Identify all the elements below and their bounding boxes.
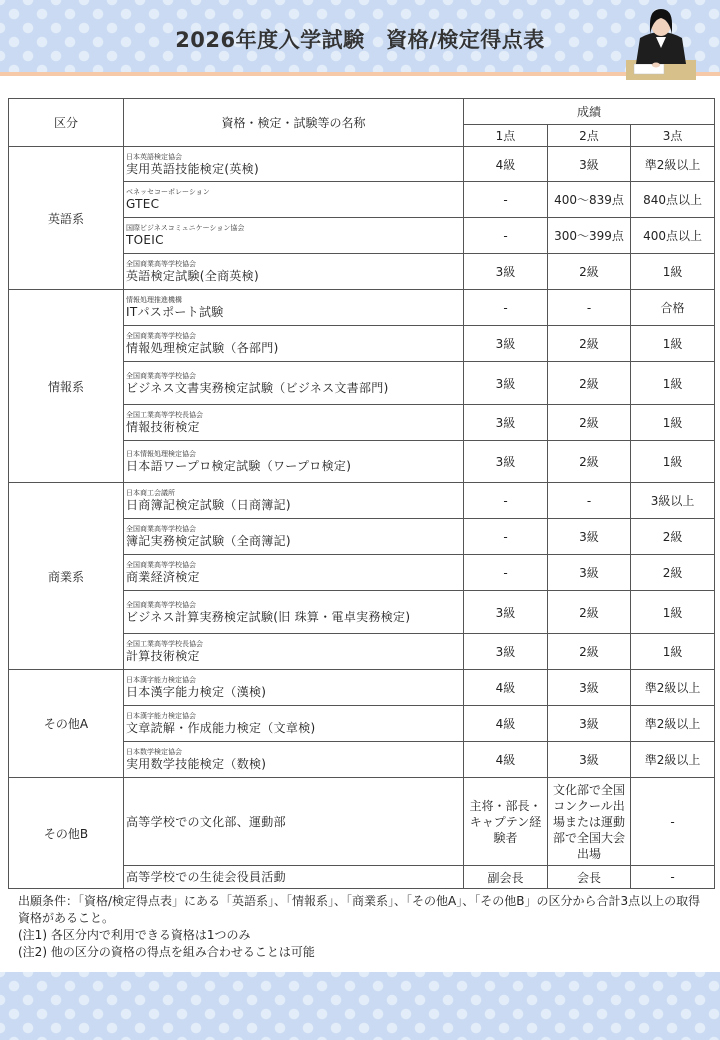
score-cell-2: 3級 [548, 706, 631, 742]
organization-label: 全国商業高等学校協会 [126, 260, 196, 268]
qualification-cell [124, 634, 464, 670]
score-cell-2: 2級 [548, 441, 631, 483]
qualification-name: GTEC [126, 197, 160, 211]
qualification-name: 実用数学技能検定（数検) [126, 757, 267, 771]
score-cell-1: - [464, 290, 548, 326]
notes [18, 893, 708, 961]
score-cell-3: 1級 [631, 254, 715, 290]
qualification-cell [124, 706, 464, 742]
score-cell-2: 3級 [548, 555, 631, 591]
score-cell-2: 2級 [548, 405, 631, 441]
qualification-cell [124, 591, 464, 634]
organization-label: ベネッセコーポレーション [126, 188, 210, 196]
table-row [9, 290, 715, 326]
qualification-name: 計算技術検定 [126, 649, 200, 663]
score-cell-3: 2級 [631, 519, 715, 555]
qualification-cell [124, 326, 464, 362]
score-cell-3: 3級以上 [631, 483, 715, 519]
footer-band [0, 972, 720, 1040]
qualification-name: 商業経済検定 [126, 570, 200, 584]
organization-label: 全国商業高等学校協会 [126, 561, 196, 569]
score-cell-3: - [631, 778, 715, 866]
header-point-3: 3点 [631, 125, 715, 147]
note-condition: 出願条件：「資格/検定得点表」にある「英語系」、「情報系」、「商業系」、「その他A」、「その他B」の区分から合計3点以上の取得資格があること。 [18, 894, 701, 925]
qualification-name: 文章読解・作成能力検定（文章検) [126, 721, 316, 735]
qualification-cell [124, 866, 464, 889]
page-title: 2026年度入学試験 資格/検定得点表 [175, 28, 545, 52]
score-cell-3: - [631, 866, 715, 889]
table-row [9, 483, 715, 519]
qualification-cell [124, 147, 464, 182]
category-cell: 商業系 [9, 483, 124, 670]
score-cell-2: 文化部で全国コンクール出場または運動部で全国大会出場 [548, 778, 631, 866]
qualification-cell [124, 254, 464, 290]
person-writing-illustration [626, 4, 696, 80]
score-cell-3: 1級 [631, 634, 715, 670]
category-cell: 英語系 [9, 147, 124, 290]
score-cell-3: 準2級以上 [631, 670, 715, 706]
category-cell: 情報系 [9, 290, 124, 483]
score-cell-2: 300～399点 [548, 218, 631, 254]
score-cell-3: 準2級以上 [631, 742, 715, 778]
organization-label: 日本情報処理検定協会 [126, 450, 196, 458]
score-cell-1: 3級 [464, 362, 548, 405]
score-cell-1: 3級 [464, 326, 548, 362]
qualification-cell [124, 778, 464, 866]
score-cell-1: 3級 [464, 441, 548, 483]
table-row [9, 778, 715, 866]
organization-label: 国際ビジネスコミュニケーション協会 [126, 224, 245, 232]
note-2: (注2) 他の区分の資格の得点を組み合わせることは可能 [18, 945, 315, 959]
table-row [9, 147, 715, 182]
qualification-cell [124, 742, 464, 778]
score-cell-1: 3級 [464, 254, 548, 290]
organization-label: 全国商業高等学校協会 [126, 371, 196, 380]
header-point-2: 2点 [548, 125, 631, 147]
score-cell-1: 3級 [464, 405, 548, 441]
category-cell: その他A [9, 670, 124, 778]
score-cell-2: 400～839点 [548, 182, 631, 218]
organization-label: 全国商業高等学校協会 [126, 600, 196, 609]
score-cell-1: - [464, 483, 548, 519]
score-cell-2: 3級 [548, 147, 631, 182]
score-cell-1: - [464, 218, 548, 254]
score-cell-2: 3級 [548, 742, 631, 778]
header-result: 成績 [464, 99, 715, 125]
organization-label: 日本商工会議所 [126, 489, 175, 497]
score-cell-1: 4級 [464, 147, 548, 182]
score-cell-3: 合格 [631, 290, 715, 326]
score-cell-3: 1級 [631, 362, 715, 405]
score-cell-1: 4級 [464, 742, 548, 778]
organization-label: 全国工業高等学校長協会 [126, 411, 203, 419]
score-cell-3: 840点以上 [631, 182, 715, 218]
table-row [9, 670, 715, 706]
score-cell-2: 会長 [548, 866, 631, 889]
organization-label: 全国工業高等学校長協会 [126, 640, 203, 648]
qualification-name: ビジネス計算実務検定試験(旧 珠算・電卓実務検定) [126, 609, 411, 624]
organization-label: 情報処理推進機構 [126, 296, 182, 304]
organization-label: 日本漢字能力検定協会 [126, 712, 196, 720]
score-cell-3: 400点以上 [631, 218, 715, 254]
score-cell-2: 2級 [548, 634, 631, 670]
header-category: 区分 [9, 99, 124, 147]
qualification-cell [124, 555, 464, 591]
qualification-cell [124, 519, 464, 555]
qualification-name: 簿記実務検定試験（全商簿記) [126, 534, 291, 548]
header-banner [0, 0, 720, 76]
note-1: (注1) 各区分内で利用できる資格は1つのみ [18, 928, 251, 942]
qualification-name: 日本語ワープロ検定試験（ワープロ検定) [126, 459, 352, 473]
organization-label: 日本英語検定協会 [126, 152, 182, 161]
qualification-cell [124, 290, 464, 326]
category-cell: その他B [9, 778, 124, 889]
qualification-cell [124, 362, 464, 405]
score-cell-1: 4級 [464, 706, 548, 742]
score-table [8, 98, 715, 889]
score-cell-2: 2級 [548, 254, 631, 290]
qualification-cell [124, 483, 464, 519]
qualification-name: ITパスポート試験 [126, 305, 224, 319]
score-cell-2: 2級 [548, 362, 631, 405]
score-cell-3: 1級 [631, 591, 715, 634]
qualification-name: 高等学校での文化部、運動部 [126, 814, 286, 829]
score-cell-2: 2級 [548, 591, 631, 634]
organization-label: 全国商業高等学校協会 [126, 525, 196, 533]
score-cell-1: - [464, 519, 548, 555]
score-cell-2: 3級 [548, 670, 631, 706]
qualification-cell [124, 182, 464, 218]
qualification-cell [124, 218, 464, 254]
qualification-name: ビジネス文書実務検定試験（ビジネス文書部門) [126, 380, 389, 395]
score-cell-1: - [464, 182, 548, 218]
score-cell-2: - [548, 483, 631, 519]
score-cell-2: 2級 [548, 326, 631, 362]
organization-label: 日本数学検定協会 [126, 748, 182, 756]
qualification-name: 英語検定試験(全商英検) [126, 269, 259, 283]
score-cell-1: 副会長 [464, 866, 548, 889]
score-cell-3: 準2級以上 [631, 706, 715, 742]
score-cell-1: - [464, 555, 548, 591]
score-cell-3: 準2級以上 [631, 147, 715, 182]
qualification-name: 高等学校での生徒会役員活動 [126, 870, 286, 884]
organization-label: 全国商業高等学校協会 [126, 332, 196, 340]
score-cell-3: 1級 [631, 441, 715, 483]
qualification-name: 実用英語技能検定(英検) [126, 161, 259, 176]
qualification-cell [124, 441, 464, 483]
score-cell-1: 4級 [464, 670, 548, 706]
score-cell-3: 2級 [631, 555, 715, 591]
score-cell-1: 3級 [464, 591, 548, 634]
score-cell-1: 3級 [464, 634, 548, 670]
qualification-name: 情報技術検定 [126, 420, 200, 434]
qualification-name: 情報処理検定試験（各部門) [126, 341, 279, 355]
qualification-name: 日本漢字能力検定（漢検) [126, 685, 267, 699]
qualification-name: 日商簿記検定試験（日商簿記) [126, 498, 291, 512]
organization-label: 日本漢字能力検定協会 [126, 676, 196, 684]
score-cell-1: 主将・部長・キャプテン経験者 [464, 778, 548, 866]
qualification-name: TOEIC [126, 233, 164, 247]
qualification-cell [124, 405, 464, 441]
header-name: 資格・検定・試験等の名称 [124, 99, 464, 147]
score-cell-3: 1級 [631, 326, 715, 362]
score-cell-2: - [548, 290, 631, 326]
score-cell-3: 1級 [631, 405, 715, 441]
header-point-1: 1点 [464, 125, 548, 147]
score-cell-2: 3級 [548, 519, 631, 555]
qualification-cell [124, 670, 464, 706]
